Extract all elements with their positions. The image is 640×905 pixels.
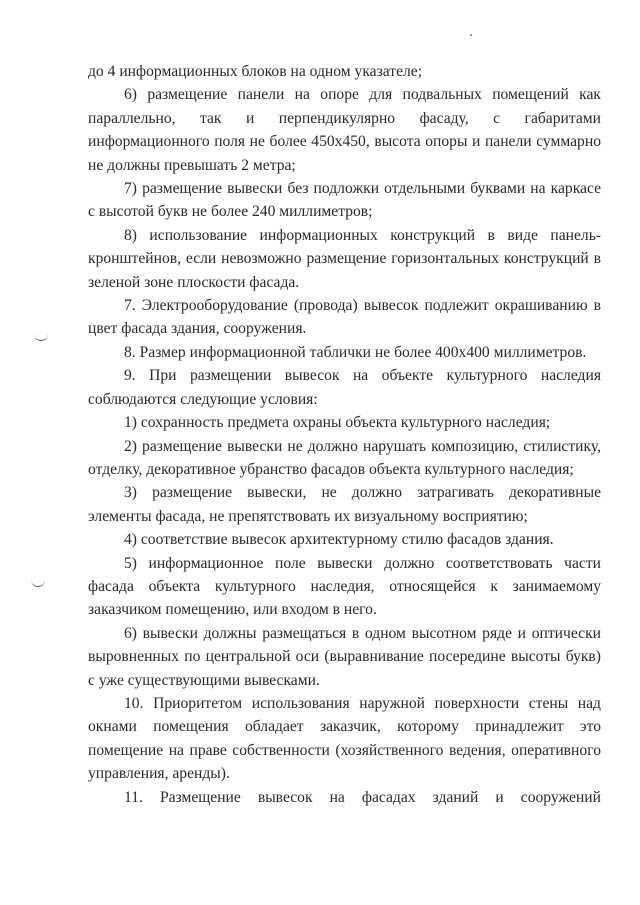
paragraph-section-9: 9. При размещении вывесок на объекте культурного наследия соблюдаются следующие условия:	[88, 367, 601, 408]
paragraph-continuation: до 4 информационных блоков на одном указателе;	[88, 63, 423, 80]
paragraph-condition-2: 2) размещение вывески не должно нарушать композицию, стилистику, отделку, декоративное убранство фасадов объекта культурного наследия;	[88, 437, 601, 478]
paragraph-section-11: 11. Размещение вывесок на фасадах зданий и сооружений	[124, 788, 601, 806]
scan-mark-artifact	[34, 334, 48, 341]
scan-mark-artifact	[31, 580, 45, 587]
paragraph-condition-5: 5) информационное поле вывески должно соответствовать части фасада объекта культурного наследия, относящейся к занимаемому заказчиком помещению, или входом в него.	[88, 554, 601, 619]
paragraph-section-7: 7. Электрооборудование (провода) вывесок подлежит окрашиванию в цвет фасада здания, сооружения.	[88, 297, 601, 338]
scan-dot-artifact	[470, 34, 472, 36]
paragraph-section-10: 10. Приоритетом использования наружной поверхности стены над окнами помещения обладает заказчик, которому принадлежит это помещение на праве собственности (хозяйственного ведения, оперативного управления, аренды).	[88, 694, 601, 783]
paragraph-item-7-letters: 7) размещение вывески без подложки отдельными буквами на каркасе с высотой букв не более 240 миллиметров;	[88, 180, 601, 221]
paragraph-condition-4: 4) соответствие вывесок архитектурному стилю фасадов здания.	[124, 531, 554, 549]
paragraph-condition-3: 3) размещение вывески, не должно затрагивать декоративные элементы фасада, не препятствовать их визуальному восприятию;	[88, 484, 601, 525]
paragraph-item-6-panel: 6) размещение панели на опоре для подвальных помещений как параллельно, так и перпендикулярно фасаду, с габаритами информационного поля не более 450х450, высота опоры и панели суммарно не должны превышать 2 метра;	[88, 86, 601, 174]
paragraph-condition-1: 1) сохранность предмета охраны объекта культурного наследия;	[124, 414, 551, 432]
paragraph-section-8: 8. Размер информационной таблички не более 400х400 миллиметров.	[124, 343, 587, 361]
paragraph-item-8-brackets: 8) использование информационных конструкций в виде панель-кронштейнов, если невозможно размещение горизонтальных конструкций в зеленой зоне плоскости фасада.	[88, 226, 601, 291]
paragraph-condition-6: 6) вывески должны размещаться в одном высотном ряде и оптически выровненных по центральной оси (выравнивание посередине высоты букв) с уже существующими вывесками.	[88, 624, 601, 689]
document-body	[88, 60, 601, 809]
